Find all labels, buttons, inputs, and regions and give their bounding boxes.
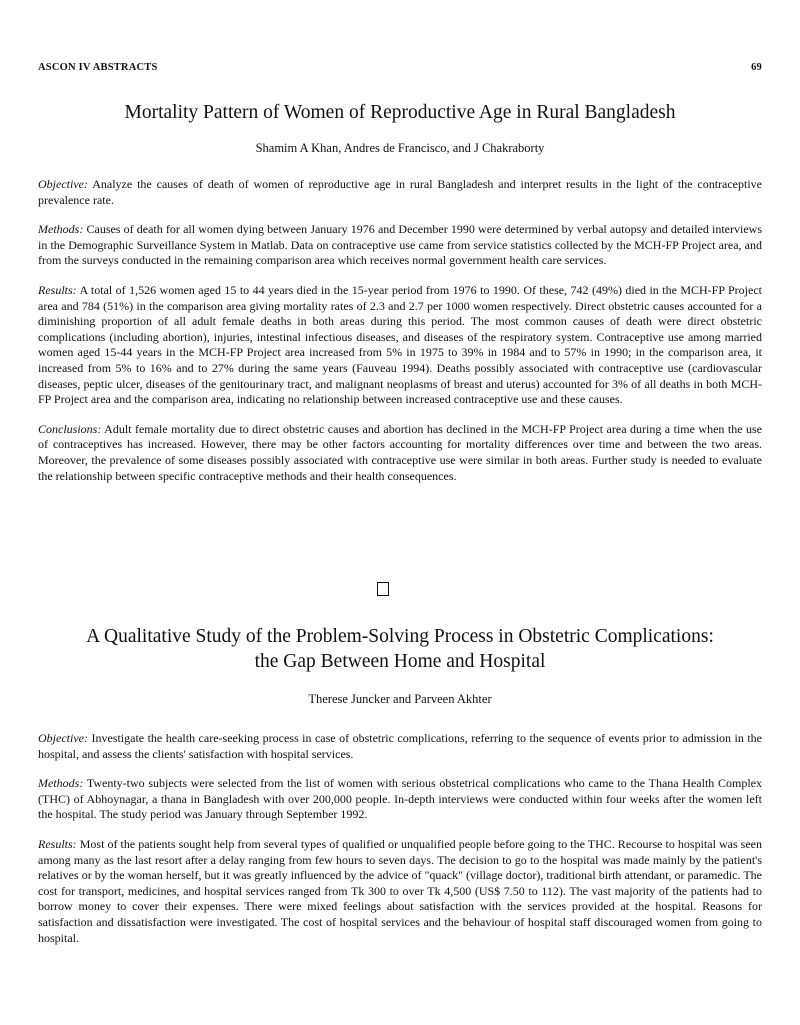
article-2	[38, 624, 762, 946]
results-paragraph	[38, 837, 762, 946]
section-label: Objective:	[38, 177, 88, 191]
section-text: Causes of death for all women dying between January 1976 and December 1990 were determined by verbal autopsy and detailed interviews in the Demographic Surveillance System in Matlab. Data on contraceptive use came from service statistics collected by the MCH-FP Project area, and from the surveys conducted in the remaining comparison area which receives normal government health care services.	[38, 222, 762, 268]
section-text: A total of 1,526 women aged 15 to 44 years died in the 15-year period from 1976 to 1990. Of these, 742 (49%) died in the MCH-FP Project area and 784 (51%) in the comparison area giving mortality rates of 2.3 and 2.7 per 1000 women respectively. Direct obstetric causes accounted for a diminishing proportion of all adult female deaths in both areas during this period. The most common causes of death were direct obstetric complications (including abortion), injuries, intestinal infectious diseases, and diseases of the respiratory system. Contraceptive use among married women aged 15-44 years in the MCH-FP Project area increased from 5% in 1975 to 39% in 1984 and to 57% in 1990; in the comparison area, it increased from 5% to 16% and to 27% during the same years (Fauveau 1994). Deaths possibly associated with contraceptive use (cardiovascular diseases, peptic ulcer, diseases of the genitourinary tract, and malignant neoplasms of breast and uterus) accounted for 3% of all deaths in both MCH-FP Project area and the comparison area, indicating no relationship between increased contraceptive use and these causes.	[38, 282, 762, 407]
section-text: Adult female mortality due to direct obstetric causes and abortion has declined in the MCH-FP Project area during a time when the use of contraceptives has increased. However, there may be other factors accounting for mortality differences over time and between the two areas. Moreover, the prevalence of some diseases possibly associated with contraceptive use were similar in both areas. Further study is needed to evaluate the relationship between specific contraceptive methods and their health consequences.	[38, 421, 763, 483]
section-text: Investigate the health care-seeking process in case of obstetric complications, referring to the sequence of events prior to admission in the hospital, and assess the clients' satisfaction with hospital services.	[38, 731, 763, 761]
section-text: Twenty-two subjects were selected from the list of women with serious obstetrical complications who came to the Thana Health Complex (THC) of Abhoynagar, a thana in Bangladesh with over 200,000 people. In-depth interviews were conducted within four weeks after the women left the hospital. The study period was January through September 1992.	[38, 776, 762, 822]
journal-name: ASCON IV ABSTRACTS	[38, 62, 158, 73]
methods-paragraph	[38, 222, 762, 269]
section-label: Results:	[38, 836, 77, 851]
article-authors: Shamim A Khan, Andres de Francisco, and J Chakraborty	[255, 141, 545, 155]
section-label: Methods:	[38, 222, 84, 237]
objective-paragraph	[38, 177, 762, 208]
title-line-1: A Qualitative Study of the Problem-Solving Process in Obstetric Complications:	[86, 626, 714, 647]
end-of-article-mark	[377, 582, 389, 596]
objective-paragraph	[38, 731, 762, 762]
conclusions-paragraph	[38, 422, 762, 484]
article-title: Mortality Pattern of Women of Reproductive Age in Rural Bangladesh	[124, 102, 676, 123]
results-paragraph	[38, 283, 762, 408]
section-text: Most of the patients sought help from several types of qualified or unqualified people before going to the THC. Recourse to hospital was seen among many as the last resort after a delay ranging from few hours to seven days. The decision to go to the hospital was made mainly by the patient's relatives or by the woman herself, but it was greatly influenced by the advice of "quack" (village doctor), traditional birth attendant, or paramedic. The cost for transport, medicines, and hospital services ranged from Tk 300 to over Tk 4,500 (US$ 7.50 to 112). The vast majority of the patients had to borrow money to cover their expenses. There were mixed feelings about satisfaction with the services provided at the hospital. Reasons for satisfaction and dissatisfaction were investigated. The cost of hospital services and the behaviour of hospital staff discouraged women from going to hospital.	[38, 836, 763, 945]
page-number: 69	[751, 62, 762, 73]
methods-paragraph	[38, 776, 762, 823]
article-title	[38, 624, 762, 674]
section-label: Results:	[38, 282, 77, 297]
title-line-2: the Gap Between Home and Hospital	[254, 651, 546, 672]
article-authors: Therese Juncker and Parveen Akhter	[308, 692, 492, 706]
section-label: Methods:	[38, 776, 84, 791]
section-label: Objective:	[38, 731, 88, 745]
section-text: Analyze the causes of death of women of reproductive age in rural Bangladesh and interpret results in the light of the contraceptive prevalence rate.	[38, 177, 762, 207]
article-1	[38, 100, 762, 484]
section-label: Conclusions:	[38, 421, 102, 436]
